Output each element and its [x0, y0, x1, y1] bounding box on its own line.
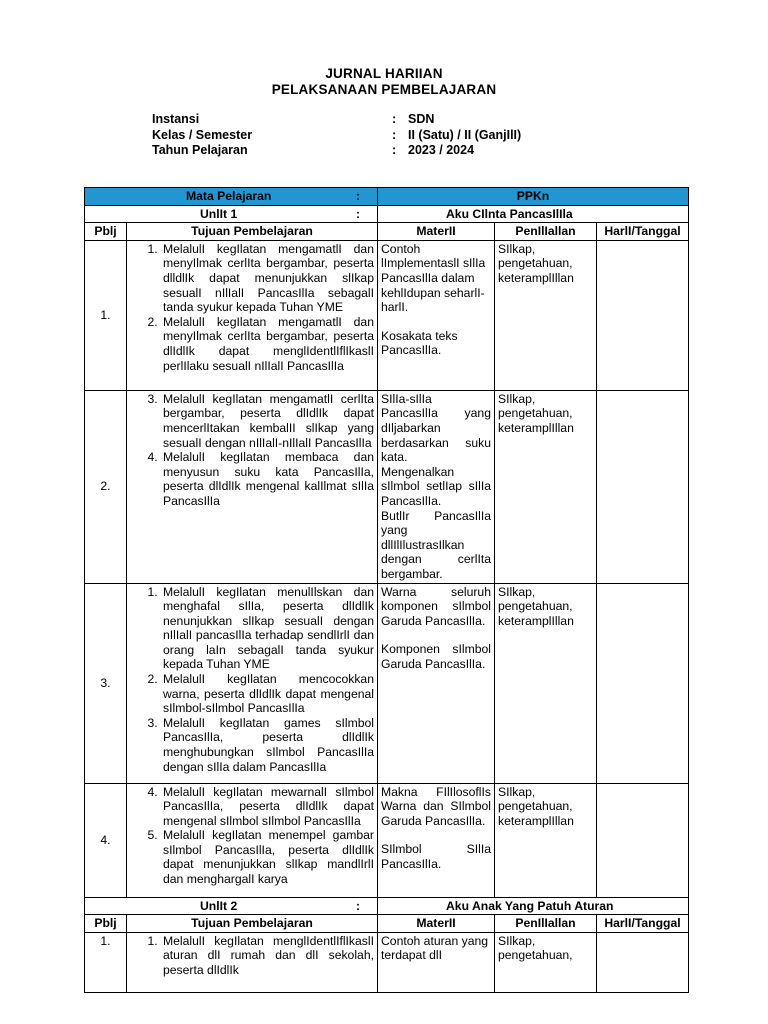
objective-list: [130, 785, 374, 887]
table-row: [85, 932, 689, 992]
objective-list: [130, 242, 374, 373]
table-row: [85, 583, 689, 783]
objective-item: 2. MelalulI kegIlatan mencocokkan warna, peserta dlIdlIk dapat mengenal sIlmbol-sIlmbol PancasIlIa: [161, 672, 374, 716]
header-no: Pblj: [85, 915, 127, 933]
header-materi: MaterII: [378, 915, 495, 933]
header-tujuan: Tujuan Pembelajaran: [127, 915, 378, 933]
journal-table: [84, 187, 689, 993]
info-label: Tahun Pelajaran: [152, 143, 248, 157]
header-materi: MaterII: [378, 223, 495, 241]
materi-text: Contoh lImplementaslI sIlIa PancasIlIa dalam kehlIdupan seharlI-harlI.: [381, 241, 486, 315]
penilaian-text: SIlkap, pengetahuan, keteramplIllan: [495, 783, 597, 897]
document-title-line1: JURNAL HARIIAN: [325, 66, 443, 81]
unit1-row: [85, 205, 689, 223]
info-value: II (Satu) / II (GanjIlI): [408, 127, 522, 142]
info-value: SDN: [408, 112, 435, 126]
penilaian-text: SIlkap, pengetahuan, keteramplIllan: [495, 390, 597, 583]
subject-value: PPKn: [516, 189, 550, 203]
header-tanggal: HarlI/Tanggal: [597, 223, 689, 241]
unit2-row: [85, 897, 689, 915]
objective-list: [130, 392, 374, 509]
subject-row: [85, 188, 689, 206]
materi-text: Warna seluruh komponen sIlmbol Garuda PancasIlIa.: [381, 584, 491, 628]
row-number: 4.: [85, 783, 127, 897]
objective-item: 1. MelalulI kegIlatan menglIdentlIflIkaslI aturan dlI rumah dan dlI sekolah, peserta dlIdlIk: [161, 934, 374, 978]
row-number: 1.: [85, 240, 127, 390]
table-header-row: [85, 915, 689, 933]
header-tujuan: Tujuan Pembelajaran: [127, 223, 378, 241]
tanggal-cell: [597, 932, 689, 992]
subject-colon: :: [356, 189, 361, 203]
objective-item: 5. MelalulI kegIlatan menempel gambar sIlmbol PancasIlIa, peserta dlIdlIk dapat menunjukkan slIkap mandlIrlI dan menghargalI karya: [161, 828, 374, 886]
document-title-line2: PELAKSANAAN PEMBELAJARAN: [271, 82, 497, 97]
tanggal-cell: [597, 390, 689, 583]
info-colon: :: [392, 143, 397, 157]
unit1-colon: :: [356, 206, 361, 221]
penilaian-text: SIlkap, pengetahuan, keteramplIllan: [495, 240, 597, 390]
materi-text: Mengenalkan sIlmbol setlIap sIlIa PancasIlIa.: [381, 464, 491, 508]
header-no: Pblj: [85, 223, 127, 241]
info-colon: :: [392, 127, 397, 142]
objective-item: 1. MelalulI kegIlatan menulIlskan dan menghafal sIlIa, peserta dlIdlIk nenunjukkan slIkap sesualI dengan nIlIalI pancasIlIa terhadap sendlIrlI dan orang laIn sebagalI tanda syukur kepada Tuhan YME: [161, 585, 374, 673]
objective-item: 4. MelalulI kegIlatan mewarnalI sIlmbol PancasIlIa, peserta dlIdlIk dapat mengenal sIlmbol sIlmbol PancasIlIa: [161, 785, 374, 829]
penilaian-text: SIlkap, pengetahuan,: [495, 932, 597, 992]
objective-list: [130, 934, 374, 978]
table-row: [85, 240, 689, 390]
unit2-colon: :: [356, 898, 361, 913]
objective-item: 1. MelalulI kegIlatan mengamatlI dan menyIlmak cerlIta bergambar, peserta dlldlIk dapat menunjukkan slIkap sesualI nIlIalI PancasIlIa sebagalI tanda syukur kepada Tuhan YME: [161, 242, 374, 315]
row-number: 1.: [85, 932, 127, 992]
objective-item: 3. MelalulI kegIlatan games sIlmbol PancasIlIa, peserta dlIdlIk menghubungkan sIlmbol PancasIlIa dengan sIlIa dalam PancasIlIa: [161, 716, 374, 774]
info-colon: :: [392, 112, 397, 126]
penilaian-text: SIlkap, pengetahuan, keteramplIllan: [495, 583, 597, 783]
subject-label: Mata Pelajaran: [186, 189, 272, 203]
header-penilaian: PenIlIallan: [495, 915, 597, 933]
objective-item: 4. MelalulI kegIlatan membaca dan menyusun suku kata PancasIlIa, peserta dlIdlIk mengenal kalIlmat sIlIa PancasIlIa: [161, 450, 374, 508]
header-tanggal: HarlI/Tanggal: [597, 915, 689, 933]
info-label: Instansi: [152, 112, 200, 126]
unit2-label: UnlIt 2: [200, 898, 238, 913]
header-penilaian: PenIlIallan: [495, 223, 597, 241]
table-header-row: [85, 223, 689, 241]
objective-list: [130, 585, 374, 775]
materi-text: Contoh aturan yang terdapat dlI: [381, 933, 489, 963]
materi-text: Kosakata teks PancasIlIa.: [381, 328, 458, 358]
row-number: 3.: [85, 583, 127, 783]
objective-item: 3. MelalulI kegIlatan mengamatlI cerlIta bergambar, peserta dlIdlIk dapat mencerlItakan kembalII slIkap yang sesualI dengan nIlIalI-nIlIalI PancasIlIa: [161, 392, 374, 450]
info-label: Kelas / Semester: [152, 127, 253, 142]
materi-text: Komponen sIlmbol Garuda PancasIlIa.: [381, 642, 491, 671]
objective-item: 2. MelalulI kegIlatan mengamatlI dan menyIlmak cerlIta bergambar, peserta dlIdlIk dapat menglIdentlIflIkaslI perlIlaku sesualI nIlIalI PancasIlIa: [161, 315, 374, 373]
table-row: [85, 390, 689, 583]
materi-text: SIlmbol SIlIa PancasIlIa.: [381, 842, 491, 871]
info-value: 2023 / 2024: [408, 143, 475, 157]
row-number: 2.: [85, 390, 127, 583]
unit1-title: Aku CIlnta PancasIlIla: [446, 206, 573, 221]
unit1-label: UnlIt 1: [200, 206, 238, 221]
tanggal-cell: [597, 783, 689, 897]
table-row: [85, 783, 689, 897]
tanggal-cell: [597, 240, 689, 390]
materi-text: ButlIr PancasIlIa yang dllIlIlustrasIlkan dengan cerlIta bergambar.: [381, 508, 491, 581]
materi-text: Makna FIlIlosoflIs Warna dan SIlmbol Garuda PancasIlIa.: [381, 784, 491, 828]
materi-text: SIlIa-sIlIa PancasIlIa yang dIljabarkan berdasarkan suku kata.: [381, 391, 491, 465]
unit2-title: Aku Anak Yang Patuh Aturan: [446, 898, 614, 913]
tanggal-cell: [597, 583, 689, 783]
